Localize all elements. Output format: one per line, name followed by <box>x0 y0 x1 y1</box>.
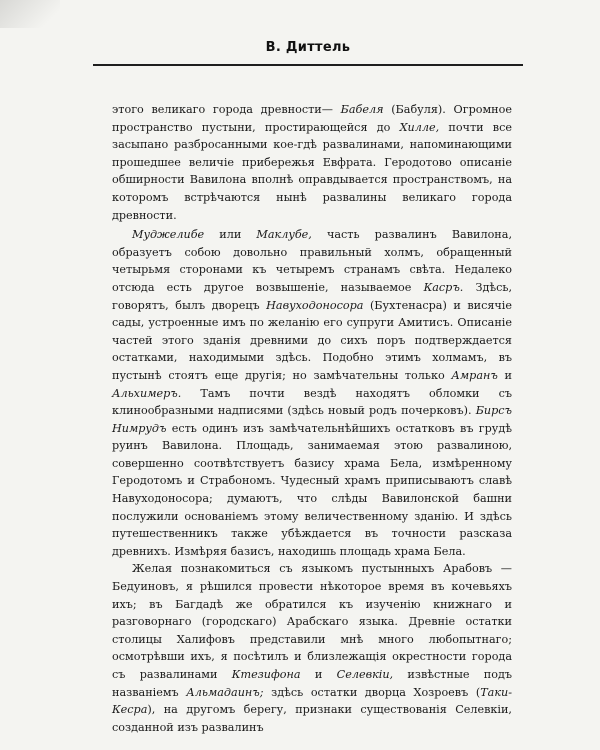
text-run: (Бабуля). Огромное пространство пустыни, простирающейся до <box>112 103 512 134</box>
text-run: этого великаго города древности— <box>112 103 341 116</box>
body-text <box>112 101 512 736</box>
text-run: Тамъ почти вездѣ находятъ обломки съ клинообразными надписями (здѣсь новый родъ почерковъ). <box>112 386 512 418</box>
text-run: часть развалинъ Вавилона, образуетъ собою довольно правильный холмъ, обращенный четырьмя сторонами къ четыремъ странамъ свѣта. Недалеко отсюда есть другое возвышеніе, называемое <box>112 228 512 294</box>
text-run: и <box>497 368 513 382</box>
italic-term: Маклубе, <box>256 228 312 242</box>
text-run: и <box>300 668 337 681</box>
italic-term: Амранъ <box>451 368 498 382</box>
running-header: В. Диттель <box>265 40 351 55</box>
italic-term: Муджелибе <box>132 228 205 242</box>
italic-term: Бабеля <box>340 103 384 116</box>
paragraph <box>112 560 512 736</box>
text-run: Здѣсь, говорятъ, былъ дворецъ <box>112 280 513 312</box>
text-run: ), на другомъ берегу, признаки существованія Селевкіи, созданной изъ развалинъ <box>112 703 512 734</box>
italic-term: Бирсъ Нимрудъ <box>112 404 512 435</box>
text-run: (Бухтенасра) и висячіе сады, устроенные имъ по желанію его супруги Амитисъ. Описаніе частей этого зданія древними до сихъ поръ подтверждается остатками, находимыми здѣсь. Подобно этимъ холмамъ, въ пустынѣ стоятъ еще другія; но замѣчательны только <box>112 298 512 382</box>
italic-term: Альмадаинъ; <box>186 685 264 699</box>
text-run: есть одинъ изъ замѣчательнѣйшихъ остатковъ въ грудѣ руинъ Вавилона. Площадь, занимаемая этою развалиною, совершенно соотвѣтствуетъ базису храма Бела, измѣренному Геродотомъ и Страбономъ. Чудесный храмъ приписываютъ славѣ Навуходоносора; думаютъ, что слѣды Вавилонской башни послужили основаніемъ этому величественному зданію. И здѣсь путешественникъ также убѣждается въ точности разсказа древнихъ. Измѣряя базисъ, находишь площадь храма Бела. <box>112 421 512 558</box>
text-run: почти все засыпано разбросанными кое-гдѣ развалинами, напоминающими прошедшее величіе прибережья Евфрата. Геродотово описаніе обширности Вавилона вполнѣ оправдывается пространствомъ, на которомъ встрѣчаются нынѣ развалины великаго города древности. <box>112 120 512 222</box>
italic-term: Таки-Кесра <box>112 685 513 717</box>
italic-term: Хилле, <box>399 120 440 134</box>
italic-term: Селевкіи, <box>336 668 394 681</box>
page-corner-shadow <box>0 0 60 28</box>
text-run: или <box>204 228 257 242</box>
italic-term: Ктезифона <box>231 668 301 681</box>
paragraph <box>112 101 512 224</box>
italic-term: Касръ. <box>423 280 464 294</box>
header-rule <box>93 64 523 66</box>
text-run: извѣстные подъ названіемъ <box>112 668 512 699</box>
italic-term: Альхимеръ. <box>112 386 182 400</box>
text-run: здѣсь остатки дворца Хозроевъ ( <box>263 685 481 699</box>
paragraph <box>112 226 512 560</box>
italic-term: Навуходоносора <box>266 298 364 312</box>
text-run: Желая познакомиться съ языкомъ пустынныхъ Арабовъ — Бедуиновъ, я рѣшился провести нѣкоторое время въ кочевьяхъ ихъ; въ Багдадѣ же обратился къ изученію книжнаго и разговорнаго (городскаго) Арабскаго языка. Древніе остатки столицы Халифовъ представили мнѣ много любопытнаго; осмотрѣвши ихъ, я посѣтилъ и близлежащія окрестности города съ развалинами <box>112 562 512 681</box>
